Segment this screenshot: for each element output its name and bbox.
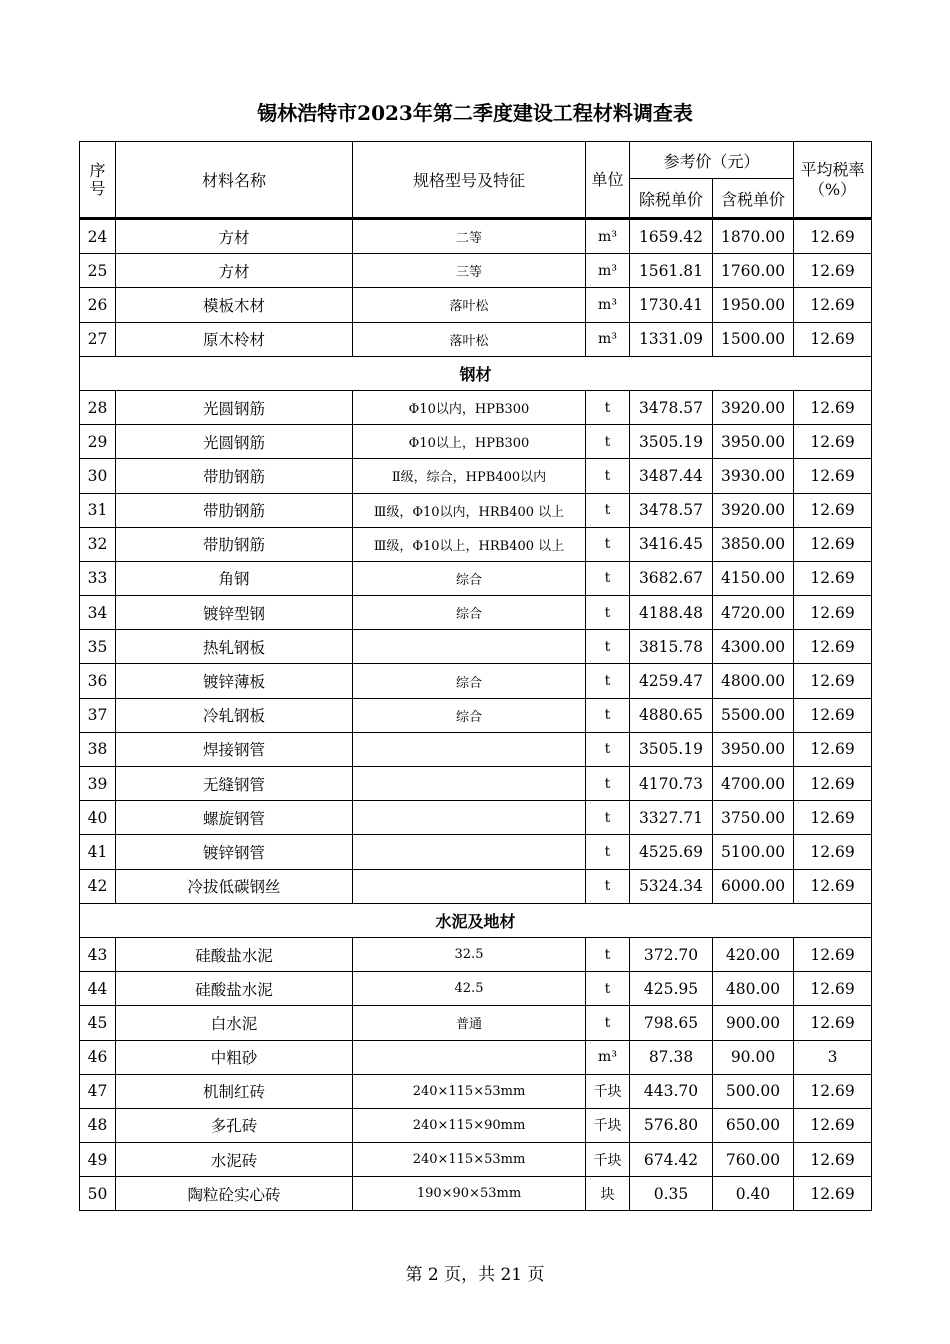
cell-incl-tax: 1950.00 — [713, 288, 794, 322]
cell-avg-tax: 12.69 — [794, 390, 872, 424]
table-row — [80, 459, 872, 493]
cell-avg-tax: 12.69 — [794, 698, 872, 732]
cell-avg-tax: 12.69 — [794, 459, 872, 493]
table-row — [80, 664, 872, 698]
cell-spec: 42.5 — [353, 972, 586, 1006]
cell-seq: 47 — [80, 1074, 116, 1108]
cell-excl-tax: 372.70 — [630, 937, 713, 971]
cell-name: 水泥砖 — [116, 1143, 353, 1177]
cell-seq: 42 — [80, 869, 116, 903]
cell-incl-tax: 900.00 — [713, 1006, 794, 1040]
cell-seq: 27 — [80, 322, 116, 356]
category-label: 钢材 — [80, 356, 872, 390]
cell-name: 硅酸盐水泥 — [116, 972, 353, 1006]
cell-seq: 41 — [80, 835, 116, 869]
cell-seq: 43 — [80, 937, 116, 971]
cell-name: 无缝钢管 — [116, 767, 353, 801]
cell-spec — [353, 801, 586, 835]
cell-seq: 30 — [80, 459, 116, 493]
cell-avg-tax: 12.69 — [794, 254, 872, 288]
table-row — [80, 1006, 872, 1040]
cell-avg-tax: 12.69 — [794, 527, 872, 561]
cell-spec — [353, 869, 586, 903]
cell-spec — [353, 835, 586, 869]
cell-unit: t — [586, 596, 630, 630]
header-name: 材料名称 — [116, 142, 353, 219]
cell-incl-tax: 5100.00 — [713, 835, 794, 869]
cell-spec: 普通 — [353, 1006, 586, 1040]
cell-avg-tax: 12.69 — [794, 664, 872, 698]
cell-name: 中粗砂 — [116, 1040, 353, 1074]
cell-incl-tax: 3750.00 — [713, 801, 794, 835]
cell-incl-tax: 4720.00 — [713, 596, 794, 630]
cell-spec: Φ10以上，HPB300 — [353, 425, 586, 459]
cell-avg-tax: 12.69 — [794, 493, 872, 527]
table-row — [80, 835, 872, 869]
cell-avg-tax: 12.69 — [794, 801, 872, 835]
cell-seq: 49 — [80, 1143, 116, 1177]
category-label: 水泥及地材 — [80, 903, 872, 937]
cell-excl-tax: 5324.34 — [630, 869, 713, 903]
header-unit: 单位 — [586, 142, 630, 219]
cell-seq: 31 — [80, 493, 116, 527]
cell-unit: t — [586, 801, 630, 835]
table-row — [80, 801, 872, 835]
cell-spec: 综合 — [353, 561, 586, 595]
cell-unit: t — [586, 527, 630, 561]
cell-spec: Ⅲ级，Φ10以上，HRB400 以上 — [353, 527, 586, 561]
cell-excl-tax: 798.65 — [630, 1006, 713, 1040]
cell-excl-tax: 87.38 — [630, 1040, 713, 1074]
cell-unit: m³ — [586, 219, 630, 254]
cell-spec: 240×115×53mm — [353, 1074, 586, 1108]
cell-avg-tax: 12.69 — [794, 1074, 872, 1108]
header-avg-tax: 平均税率（%） — [794, 142, 872, 219]
cell-name: 带肋钢筋 — [116, 493, 353, 527]
table-row — [80, 390, 872, 424]
cell-name: 光圆钢筋 — [116, 390, 353, 424]
cell-avg-tax: 12.69 — [794, 630, 872, 664]
cell-incl-tax: 4300.00 — [713, 630, 794, 664]
cell-unit: 千块 — [586, 1143, 630, 1177]
cell-incl-tax: 500.00 — [713, 1074, 794, 1108]
cell-unit: m³ — [586, 288, 630, 322]
cell-avg-tax: 12.69 — [794, 425, 872, 459]
header-seq: 序号 — [80, 142, 116, 219]
cell-avg-tax: 12.69 — [794, 1177, 872, 1211]
cell-spec — [353, 630, 586, 664]
cell-spec: 综合 — [353, 596, 586, 630]
table-row — [80, 1040, 872, 1074]
table-row — [80, 219, 872, 254]
cell-spec — [353, 767, 586, 801]
cell-incl-tax: 1760.00 — [713, 254, 794, 288]
cell-name: 原木柃材 — [116, 322, 353, 356]
cell-unit: t — [586, 869, 630, 903]
cell-seq: 45 — [80, 1006, 116, 1040]
cell-unit: m³ — [586, 254, 630, 288]
cell-spec: 240×115×53mm — [353, 1143, 586, 1177]
cell-incl-tax: 1500.00 — [713, 322, 794, 356]
cell-name: 冷拔低碳钢丝 — [116, 869, 353, 903]
cell-unit: m³ — [586, 1040, 630, 1074]
page-title: 锡林浩特市2023年第二季度建设工程材料调查表 — [257, 101, 693, 125]
table-row — [80, 698, 872, 732]
cell-name: 模板木材 — [116, 288, 353, 322]
header-spec: 规格型号及特征 — [353, 142, 586, 219]
cell-unit: t — [586, 630, 630, 664]
cell-spec: Ⅲ级，Φ10以内，HRB400 以上 — [353, 493, 586, 527]
cell-seq: 29 — [80, 425, 116, 459]
cell-unit: t — [586, 937, 630, 971]
cell-excl-tax: 4170.73 — [630, 767, 713, 801]
cell-unit: m³ — [586, 322, 630, 356]
cell-avg-tax: 12.69 — [794, 767, 872, 801]
cell-excl-tax: 1730.41 — [630, 288, 713, 322]
cell-avg-tax: 12.69 — [794, 322, 872, 356]
cell-unit: 块 — [586, 1177, 630, 1211]
cell-excl-tax: 3682.67 — [630, 561, 713, 595]
cell-unit: 千块 — [586, 1108, 630, 1142]
cell-excl-tax: 425.95 — [630, 972, 713, 1006]
cell-incl-tax: 3920.00 — [713, 493, 794, 527]
cell-excl-tax: 3416.45 — [630, 527, 713, 561]
table-row — [80, 767, 872, 801]
cell-seq: 24 — [80, 219, 116, 254]
cell-seq: 25 — [80, 254, 116, 288]
category-row — [80, 903, 872, 937]
cell-incl-tax: 4800.00 — [713, 664, 794, 698]
cell-name: 多孔砖 — [116, 1108, 353, 1142]
cell-name: 机制红砖 — [116, 1074, 353, 1108]
cell-spec: 32.5 — [353, 937, 586, 971]
cell-incl-tax: 3950.00 — [713, 425, 794, 459]
cell-seq: 37 — [80, 698, 116, 732]
cell-incl-tax: 3920.00 — [713, 390, 794, 424]
table-row — [80, 869, 872, 903]
cell-name: 镀锌型钢 — [116, 596, 353, 630]
materials-table — [79, 141, 872, 1211]
cell-name: 陶粒砼实心砖 — [116, 1177, 353, 1211]
cell-excl-tax: 674.42 — [630, 1143, 713, 1177]
cell-incl-tax: 90.00 — [713, 1040, 794, 1074]
table-row — [80, 1143, 872, 1177]
cell-name: 带肋钢筋 — [116, 459, 353, 493]
cell-unit: t — [586, 493, 630, 527]
cell-excl-tax: 1659.42 — [630, 219, 713, 254]
cell-excl-tax: 3815.78 — [630, 630, 713, 664]
cell-incl-tax: 760.00 — [713, 1143, 794, 1177]
cell-incl-tax: 480.00 — [713, 972, 794, 1006]
table-row — [80, 288, 872, 322]
page-footer: 第 2 页，共 21 页 — [405, 1265, 545, 1285]
table-row — [80, 732, 872, 766]
table-row — [80, 425, 872, 459]
cell-unit: 千块 — [586, 1074, 630, 1108]
cell-excl-tax: 4880.65 — [630, 698, 713, 732]
cell-incl-tax: 650.00 — [713, 1108, 794, 1142]
cell-excl-tax: 4188.48 — [630, 596, 713, 630]
cell-spec: 综合 — [353, 698, 586, 732]
cell-spec: 综合 — [353, 664, 586, 698]
header-incl-tax: 含税单价 — [713, 179, 794, 219]
cell-unit: t — [586, 425, 630, 459]
cell-excl-tax: 4525.69 — [630, 835, 713, 869]
cell-avg-tax: 12.69 — [794, 835, 872, 869]
cell-spec: 190×90×53mm — [353, 1177, 586, 1211]
cell-unit: t — [586, 835, 630, 869]
cell-seq: 44 — [80, 972, 116, 1006]
cell-excl-tax: 3327.71 — [630, 801, 713, 835]
cell-name: 热轧钢板 — [116, 630, 353, 664]
header-excl-tax: 除税单价 — [630, 179, 713, 219]
cell-incl-tax: 4150.00 — [713, 561, 794, 595]
cell-incl-tax: 3930.00 — [713, 459, 794, 493]
cell-avg-tax: 12.69 — [794, 972, 872, 1006]
cell-seq: 32 — [80, 527, 116, 561]
cell-name: 镀锌薄板 — [116, 664, 353, 698]
cell-avg-tax: 12.69 — [794, 1006, 872, 1040]
header-row-1 — [80, 142, 872, 179]
table-row — [80, 254, 872, 288]
cell-name: 光圆钢筋 — [116, 425, 353, 459]
cell-unit: t — [586, 459, 630, 493]
cell-incl-tax: 0.40 — [713, 1177, 794, 1211]
cell-seq: 46 — [80, 1040, 116, 1074]
cell-spec: 落叶松 — [353, 288, 586, 322]
cell-name: 冷轧钢板 — [116, 698, 353, 732]
cell-spec — [353, 732, 586, 766]
cell-unit: t — [586, 1006, 630, 1040]
cell-unit: t — [586, 390, 630, 424]
cell-spec: Ⅱ级，综合，HPB400以内 — [353, 459, 586, 493]
cell-unit: t — [586, 561, 630, 595]
cell-spec: 二等 — [353, 219, 586, 254]
cell-avg-tax: 12.69 — [794, 937, 872, 971]
cell-spec: 240×115×90mm — [353, 1108, 586, 1142]
table-row — [80, 1177, 872, 1211]
cell-name: 带肋钢筋 — [116, 527, 353, 561]
cell-incl-tax: 3950.00 — [713, 732, 794, 766]
cell-seq: 40 — [80, 801, 116, 835]
cell-incl-tax: 1870.00 — [713, 219, 794, 254]
cell-unit: t — [586, 664, 630, 698]
cell-excl-tax: 3505.19 — [630, 732, 713, 766]
category-row — [80, 356, 872, 390]
cell-excl-tax: 4259.47 — [630, 664, 713, 698]
cell-seq: 28 — [80, 390, 116, 424]
cell-incl-tax: 5500.00 — [713, 698, 794, 732]
cell-name: 焊接钢管 — [116, 732, 353, 766]
cell-avg-tax: 12.69 — [794, 732, 872, 766]
cell-excl-tax: 443.70 — [630, 1074, 713, 1108]
cell-unit: t — [586, 732, 630, 766]
cell-seq: 50 — [80, 1177, 116, 1211]
cell-excl-tax: 1331.09 — [630, 322, 713, 356]
cell-incl-tax: 4700.00 — [713, 767, 794, 801]
cell-excl-tax: 3487.44 — [630, 459, 713, 493]
cell-seq: 34 — [80, 596, 116, 630]
cell-unit: t — [586, 767, 630, 801]
table-row — [80, 937, 872, 971]
cell-name: 方材 — [116, 219, 353, 254]
table-row — [80, 322, 872, 356]
cell-name: 角钢 — [116, 561, 353, 595]
cell-incl-tax: 420.00 — [713, 937, 794, 971]
cell-spec: 三等 — [353, 254, 586, 288]
table-row — [80, 630, 872, 664]
cell-unit: t — [586, 698, 630, 732]
table-row — [80, 1074, 872, 1108]
table-row — [80, 527, 872, 561]
cell-avg-tax: 3 — [794, 1040, 872, 1074]
cell-excl-tax: 1561.81 — [630, 254, 713, 288]
cell-unit: t — [586, 972, 630, 1006]
cell-seq: 35 — [80, 630, 116, 664]
table-row — [80, 493, 872, 527]
cell-excl-tax: 3478.57 — [630, 493, 713, 527]
cell-spec — [353, 1040, 586, 1074]
cell-spec: Φ10以内，HPB300 — [353, 390, 586, 424]
cell-excl-tax: 576.80 — [630, 1108, 713, 1142]
cell-seq: 48 — [80, 1108, 116, 1142]
cell-name: 白水泥 — [116, 1006, 353, 1040]
cell-name: 硅酸盐水泥 — [116, 937, 353, 971]
table-row — [80, 1108, 872, 1142]
cell-excl-tax: 0.35 — [630, 1177, 713, 1211]
cell-avg-tax: 12.69 — [794, 219, 872, 254]
cell-avg-tax: 12.69 — [794, 561, 872, 595]
cell-name: 螺旋钢管 — [116, 801, 353, 835]
table-row — [80, 596, 872, 630]
cell-avg-tax: 12.69 — [794, 1108, 872, 1142]
cell-name: 方材 — [116, 254, 353, 288]
cell-spec: 落叶松 — [353, 322, 586, 356]
cell-incl-tax: 3850.00 — [713, 527, 794, 561]
cell-avg-tax: 12.69 — [794, 869, 872, 903]
cell-name: 镀锌钢管 — [116, 835, 353, 869]
table-row — [80, 972, 872, 1006]
cell-excl-tax: 3505.19 — [630, 425, 713, 459]
header-ref-price: 参考价（元） — [630, 142, 794, 179]
cell-seq: 39 — [80, 767, 116, 801]
cell-seq: 33 — [80, 561, 116, 595]
cell-seq: 38 — [80, 732, 116, 766]
cell-seq: 26 — [80, 288, 116, 322]
cell-avg-tax: 12.69 — [794, 288, 872, 322]
cell-seq: 36 — [80, 664, 116, 698]
table-row — [80, 561, 872, 595]
cell-excl-tax: 3478.57 — [630, 390, 713, 424]
cell-avg-tax: 12.69 — [794, 1143, 872, 1177]
cell-incl-tax: 6000.00 — [713, 869, 794, 903]
cell-avg-tax: 12.69 — [794, 596, 872, 630]
